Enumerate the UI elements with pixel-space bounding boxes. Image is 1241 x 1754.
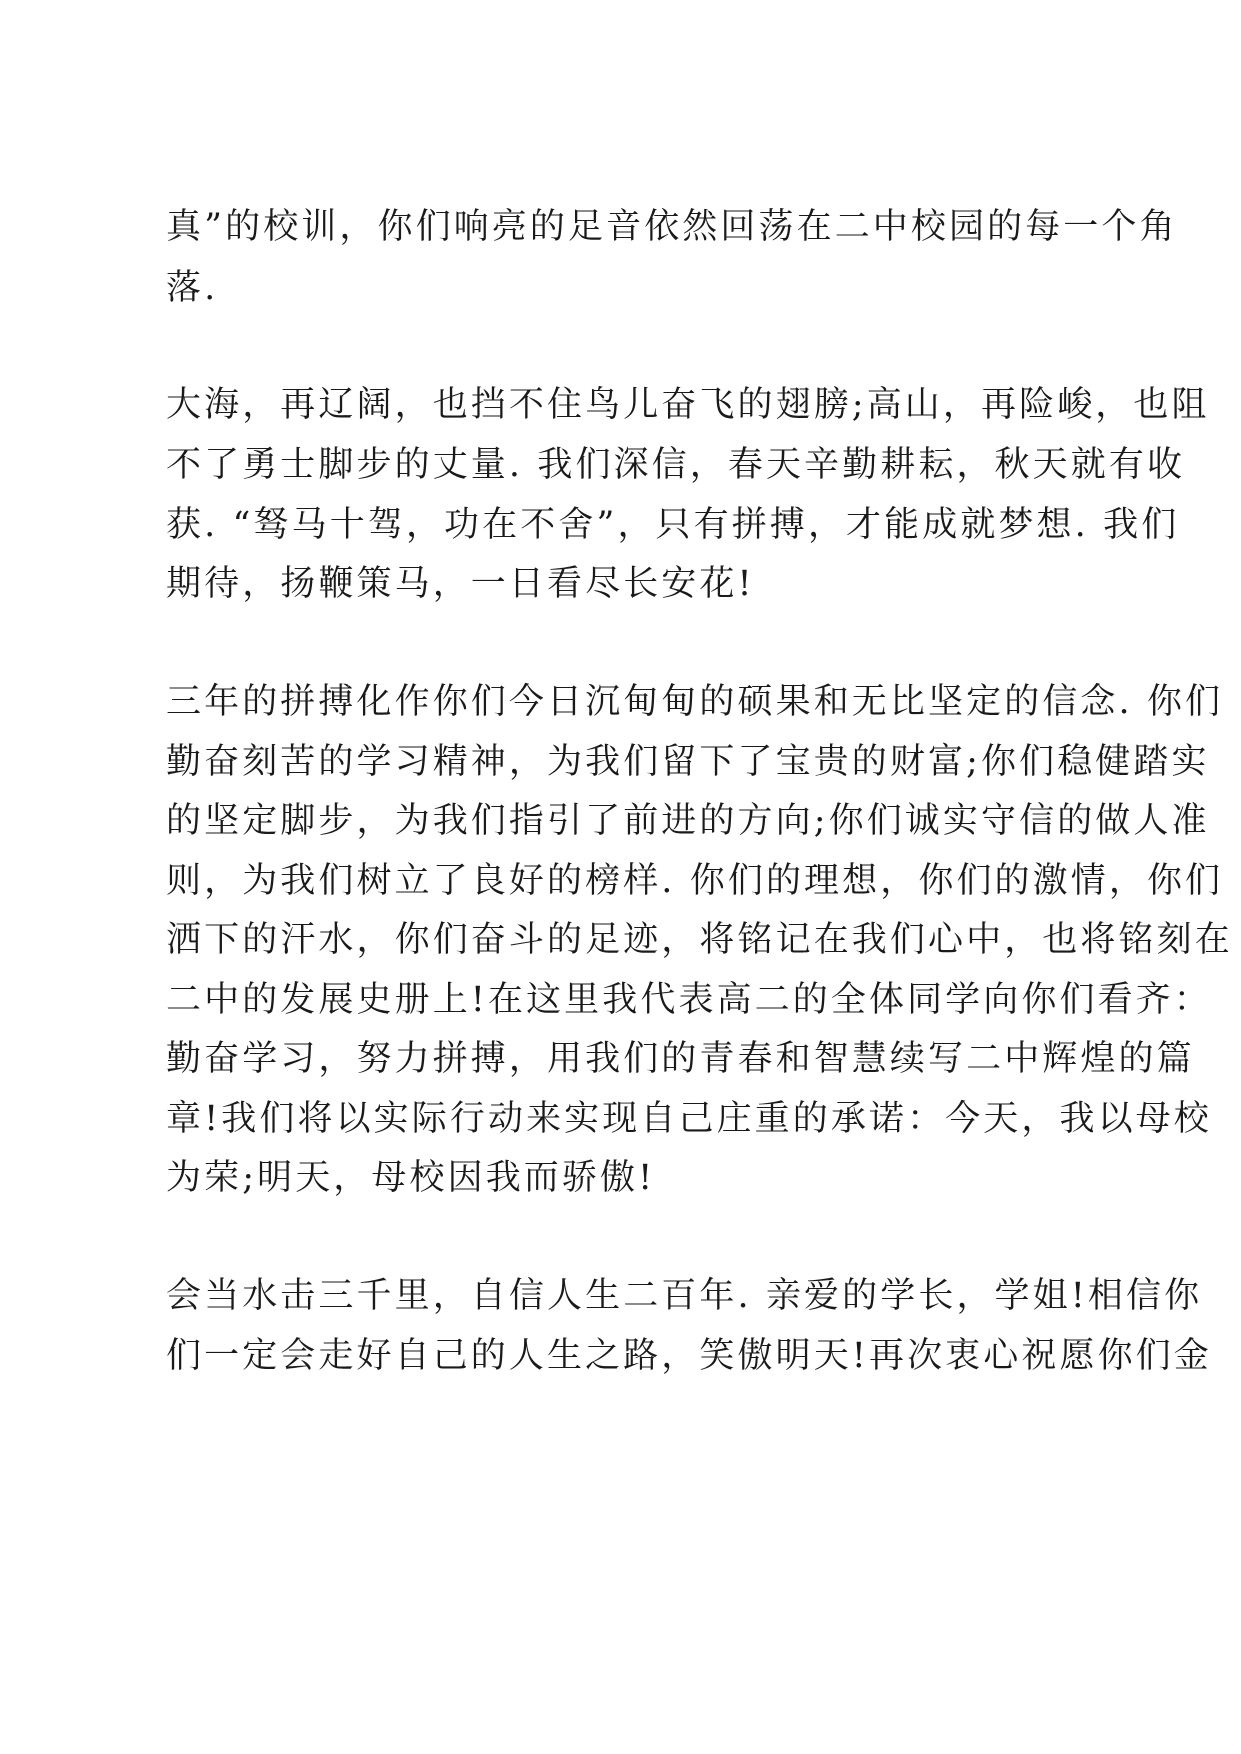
- text-line: 会当水击三千里，自信人生二百年. 亲爱的学长，学姐!相信你: [166, 1276, 1203, 1316]
- text-line: 落.: [166, 268, 219, 308]
- text-line: 真”的校训，你们响亮的足音依然回荡在二中校园的每一个角: [166, 207, 1178, 247]
- text-line: 章!我们将以实际行动来实现自己庄重的承诺：今天，我以母校: [166, 1099, 1212, 1139]
- text-line: 勤奋刻苦的学习精神，为我们留下了宝贵的财富;你们稳健踏实: [166, 742, 1210, 782]
- text-line: 为荣;明天，母校因我而骄傲!: [166, 1158, 656, 1198]
- text-line: 勤奋学习，努力拼搏，用我们的青春和智慧续写二中辉煌的篇: [166, 1039, 1195, 1079]
- text-line: 大海，再辽阔，也挡不住鸟儿奋飞的翅膀;高山，再险峻，也阻: [166, 385, 1210, 425]
- text-line: 们一定会走好自己的人生之路，笑傲明天!再次衷心祝愿你们金: [166, 1336, 1212, 1376]
- text-line: 二中的发展史册上!在这里我代表高二的全体同学向你们看齐：: [166, 980, 1212, 1020]
- text-line: 获. “驽马十驾，功在不舍”，只有拼搏，才能成就梦想. 我们: [166, 505, 1180, 545]
- text-line: 洒下的汗水，你们奋斗的足迹，将铭记在我们心中，也将铭刻在: [166, 920, 1233, 960]
- text-line: 不了勇士脚步的丈量. 我们深信，春天辛勤耕耘，秋天就有收: [166, 445, 1186, 485]
- text-line: 则，为我们树立了良好的榜样. 你们的理想，你们的激情，你们: [166, 861, 1224, 901]
- text-line: 期待，扬鞭策马，一日看尽长安花!: [166, 564, 755, 604]
- text-line: 三年的拼搏化作你们今日沉甸甸的硕果和无比坚定的信念. 你们: [166, 682, 1224, 722]
- text-line: 的坚定脚步，为我们指引了前进的方向;你们诚实守信的做人准: [166, 801, 1210, 841]
